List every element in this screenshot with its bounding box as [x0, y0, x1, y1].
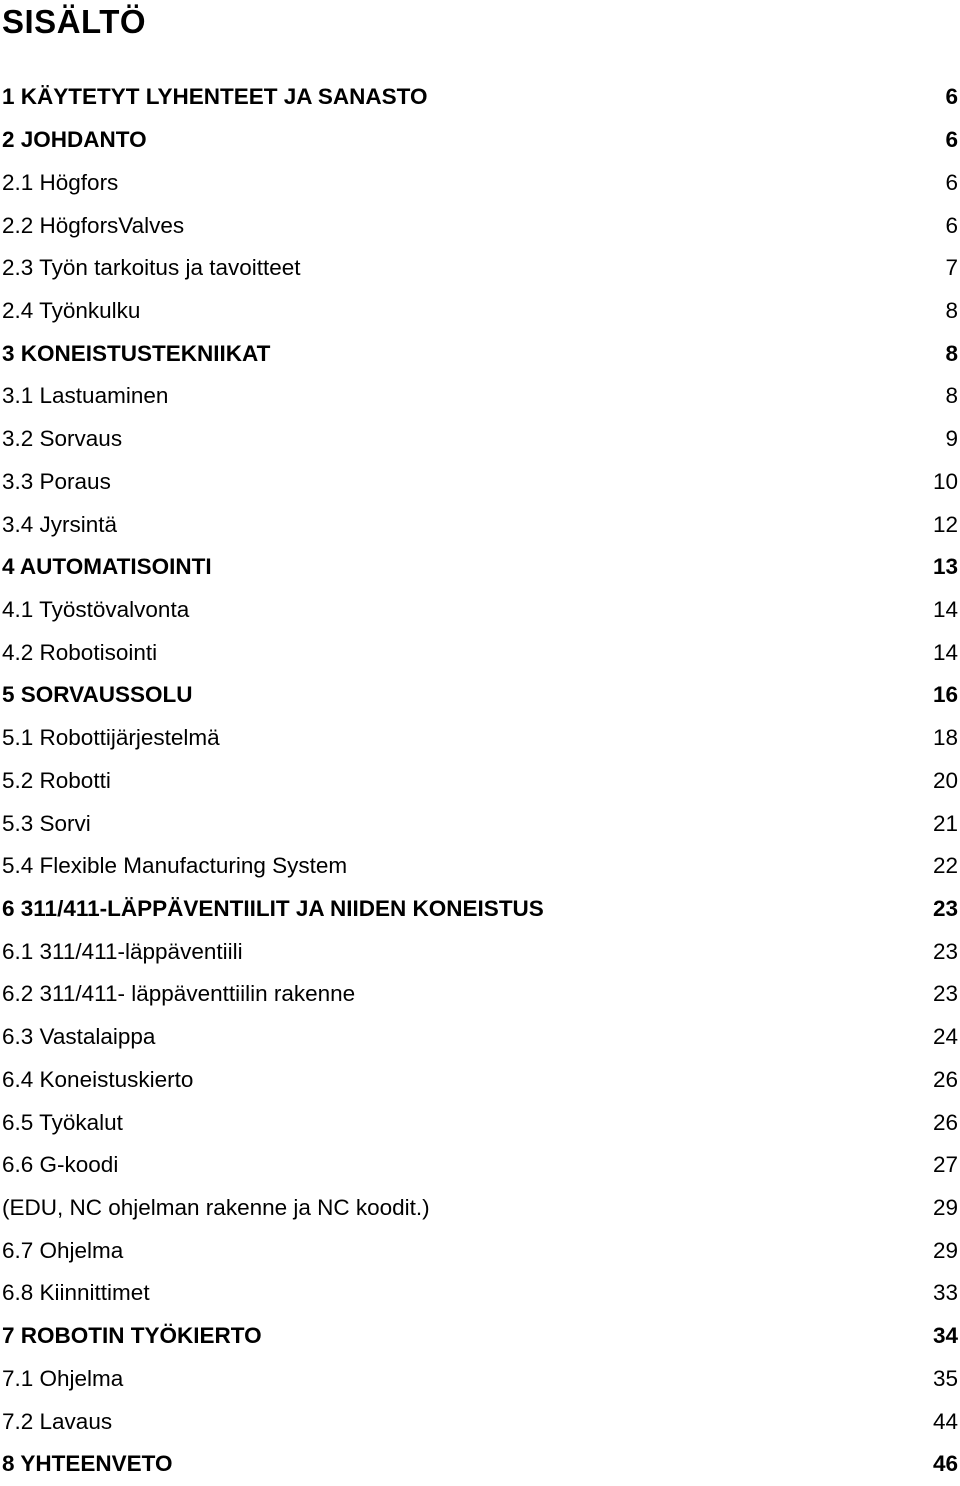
toc-entry-page-number: 26 — [932, 1109, 958, 1135]
toc-entry-page-number: 20 — [932, 767, 958, 793]
toc-entry-label: 2.4 Työnkulku — [2, 297, 141, 323]
table-of-contents — [2, 76, 958, 1486]
toc-entry-page-number: 23 — [932, 896, 958, 922]
toc-entry-page-number: 46 — [932, 1451, 958, 1477]
toc-entry[interactable] — [2, 1059, 958, 1102]
toc-entry-page-number: 12 — [932, 511, 958, 537]
toc-entry[interactable] — [2, 888, 958, 931]
toc-entry-label: 2.3 Työn tarkoitus ja tavoitteet — [2, 255, 301, 281]
toc-entry-page-number: 7 — [945, 255, 958, 281]
toc-entry-page-number: 23 — [932, 981, 958, 1007]
toc-entry-label: 7.2 Lavaus — [2, 1408, 113, 1434]
toc-entry-page-number: 9 — [945, 426, 958, 452]
toc-entry[interactable] — [2, 1272, 958, 1315]
toc-entry-label: 6.3 Vastalaippa — [2, 1024, 156, 1050]
toc-entry[interactable] — [2, 802, 958, 845]
toc-entry[interactable] — [2, 930, 958, 973]
toc-entry-label: 3.1 Lastuaminen — [2, 383, 169, 409]
toc-entry-page-number: 6 — [945, 84, 958, 110]
toc-entry[interactable] — [2, 546, 958, 589]
toc-entry[interactable] — [2, 717, 958, 760]
toc-entry-label: 5.3 Sorvi — [2, 810, 91, 836]
toc-entry[interactable] — [2, 332, 958, 375]
toc-entry-label: 6.4 Koneistuskierto — [2, 1066, 194, 1092]
toc-entry-label: 3.2 Sorvaus — [2, 426, 123, 452]
toc-entry-label: 6.6 G-koodi — [2, 1152, 119, 1178]
toc-entry-label: 6.7 Ohjelma — [2, 1237, 124, 1263]
toc-entry-label: 8 YHTEENVETO — [2, 1451, 173, 1477]
toc-entry-label: 4 AUTOMATISOINTI — [2, 554, 212, 580]
toc-entry-page-number: 29 — [932, 1237, 958, 1263]
toc-entry-label: 4.2 Robotisointi — [2, 639, 158, 665]
toc-entry[interactable] — [2, 204, 958, 247]
toc-entry-label: 3.3 Poraus — [2, 468, 111, 494]
toc-entry[interactable] — [2, 247, 958, 290]
toc-entry-label: 4.1 Työstövalvonta — [2, 596, 190, 622]
toc-entry-page-number: 23 — [932, 938, 958, 964]
toc-entry[interactable] — [2, 418, 958, 461]
toc-entry-page-number: 33 — [932, 1280, 958, 1306]
toc-entry-page-number: 29 — [932, 1195, 958, 1221]
toc-entry-label: 6 311/411-LÄPPÄVENTIILIT JA NIIDEN KONEISTUS — [2, 896, 544, 922]
page-title: SISÄLTÖ — [2, 3, 147, 40]
toc-entry[interactable] — [2, 1358, 958, 1401]
toc-entry[interactable] — [2, 1315, 958, 1358]
toc-entry[interactable] — [2, 119, 958, 162]
toc-entry-label: 6.1 311/411-läppäventiili — [2, 938, 243, 964]
toc-entry-page-number: 21 — [932, 810, 958, 836]
toc-entry-page-number: 8 — [945, 340, 958, 366]
toc-entry-label: 5.4 Flexible Manufacturing System — [2, 853, 348, 879]
toc-entry-page-number: 16 — [932, 682, 958, 708]
toc-entry[interactable] — [2, 76, 958, 119]
toc-entry-page-number: 44 — [932, 1408, 958, 1434]
toc-entry[interactable] — [2, 161, 958, 204]
toc-entry-label: 6.2 311/411- läppäventtiilin rakenne — [2, 981, 356, 1007]
toc-entry[interactable] — [2, 1016, 958, 1059]
toc-entry[interactable] — [2, 375, 958, 418]
toc-entry-label: 1 KÄYTETYT LYHENTEET JA SANASTO — [2, 84, 428, 110]
toc-entry-label: 6.8 Kiinnittimet — [2, 1280, 150, 1306]
toc-entry-page-number: 6 — [945, 169, 958, 195]
toc-entry-label: 2 JOHDANTO — [2, 127, 147, 153]
toc-entry[interactable] — [2, 631, 958, 674]
toc-entry[interactable] — [2, 1400, 958, 1443]
toc-entry[interactable] — [2, 1187, 958, 1230]
toc-entry-page-number: 6 — [945, 212, 958, 238]
toc-entry-page-number: 8 — [945, 383, 958, 409]
toc-entry[interactable] — [2, 589, 958, 632]
toc-entry-page-number: 34 — [932, 1323, 958, 1349]
toc-entry[interactable] — [2, 845, 958, 888]
toc-entry-label: 3 KONEISTUSTEKNIIKAT — [2, 340, 271, 366]
toc-entry-label: 2.2 HögforsValves — [2, 212, 185, 238]
toc-entry[interactable] — [2, 760, 958, 803]
toc-entry-page-number: 26 — [932, 1066, 958, 1092]
toc-entry[interactable] — [2, 973, 958, 1016]
toc-entry-page-number: 24 — [932, 1024, 958, 1050]
toc-entry-label: 2.1 Högfors — [2, 169, 119, 195]
toc-entry[interactable] — [2, 674, 958, 717]
toc-entry-page-number: 10 — [932, 468, 958, 494]
toc-entry[interactable] — [2, 1229, 958, 1272]
toc-entry[interactable] — [2, 1144, 958, 1187]
toc-entry-page-number: 18 — [932, 725, 958, 751]
toc-entry-label: 5 SORVAUSSOLU — [2, 682, 193, 708]
toc-entry[interactable] — [2, 1443, 958, 1486]
toc-entry[interactable] — [2, 290, 958, 333]
toc-entry[interactable] — [2, 1101, 958, 1144]
toc-entry-page-number: 22 — [932, 853, 958, 879]
toc-entry-page-number: 6 — [945, 127, 958, 153]
toc-entry-label: 6.5 Työkalut — [2, 1109, 123, 1135]
toc-entry-page-number: 14 — [932, 639, 958, 665]
toc-entry-label: (EDU, NC ohjelman rakenne ja NC koodit.) — [2, 1195, 430, 1221]
toc-entry-page-number: 35 — [932, 1365, 958, 1391]
toc-entry-page-number: 13 — [932, 554, 958, 580]
toc-entry-page-number: 27 — [932, 1152, 958, 1178]
toc-entry-label: 3.4 Jyrsintä — [2, 511, 118, 537]
toc-entry-label: 5.2 Robotti — [2, 767, 111, 793]
toc-entry-label: 7.1 Ohjelma — [2, 1365, 124, 1391]
toc-entry[interactable] — [2, 503, 958, 546]
toc-entry-page-number: 8 — [945, 297, 958, 323]
toc-entry-label: 5.1 Robottijärjestelmä — [2, 725, 220, 751]
toc-entry-label: 7 ROBOTIN TYÖKIERTO — [2, 1323, 262, 1349]
toc-entry[interactable] — [2, 460, 958, 503]
toc-entry-page-number: 14 — [932, 596, 958, 622]
